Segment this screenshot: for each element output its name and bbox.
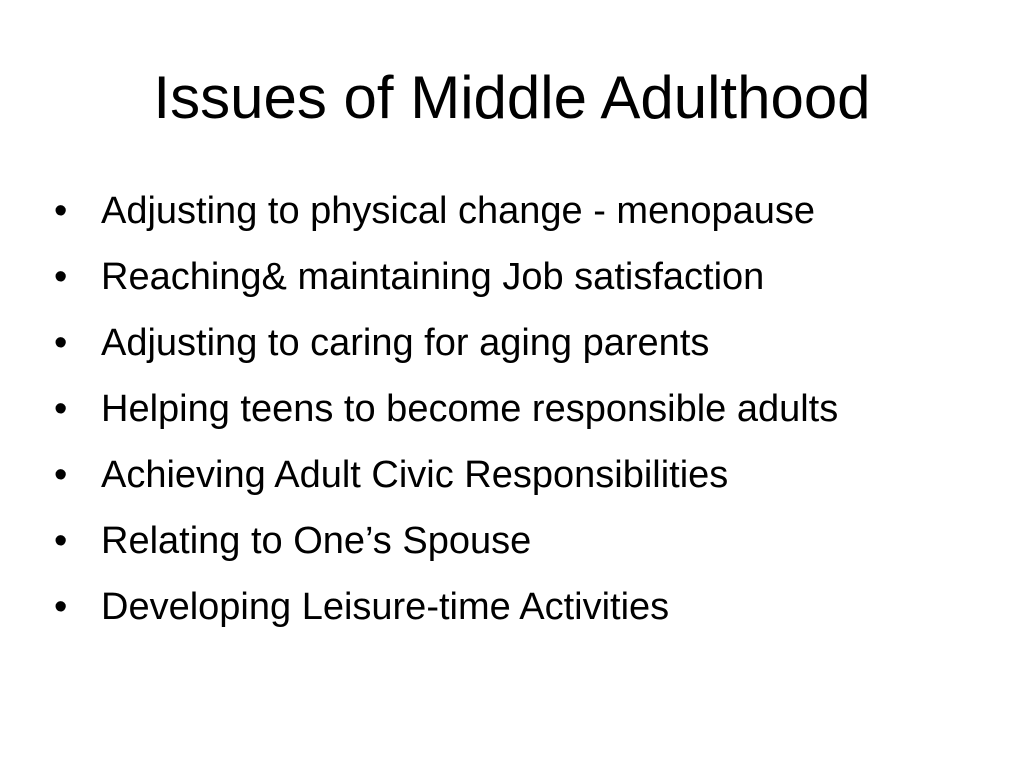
bullet-list [54,185,964,633]
bullet-point-icon: • [54,388,68,430]
bullet-text: Developing Leisure-time Activities [101,586,670,628]
bullet-point-icon: • [54,586,68,628]
bullet-point-icon: • [54,454,68,496]
bullet-point-icon: • [54,520,68,562]
bullet-item [54,251,964,303]
bullet-text: Adjusting to physical change - menopause [101,190,816,232]
bullet-text: Helping teens to become responsible adults [101,388,839,430]
bullet-item [54,383,964,435]
slide-title: Issues of Middle Adulthood [153,64,871,131]
bullet-text: Achieving Adult Civic Responsibilities [101,454,729,496]
bullet-item [54,515,964,567]
bullet-item [54,317,964,369]
bullet-item [54,185,964,237]
bullet-item [54,449,964,501]
bullet-point-icon: • [54,190,68,232]
bullet-text: Adjusting to caring for aging parents [101,322,710,364]
bullet-text: Reaching& maintaining Job satisfaction [101,256,765,298]
bullet-item [54,581,964,633]
bullet-text: Relating to One’s Spouse [101,520,532,562]
bullet-point-icon: • [54,256,68,298]
bullet-point-icon: • [54,322,68,364]
